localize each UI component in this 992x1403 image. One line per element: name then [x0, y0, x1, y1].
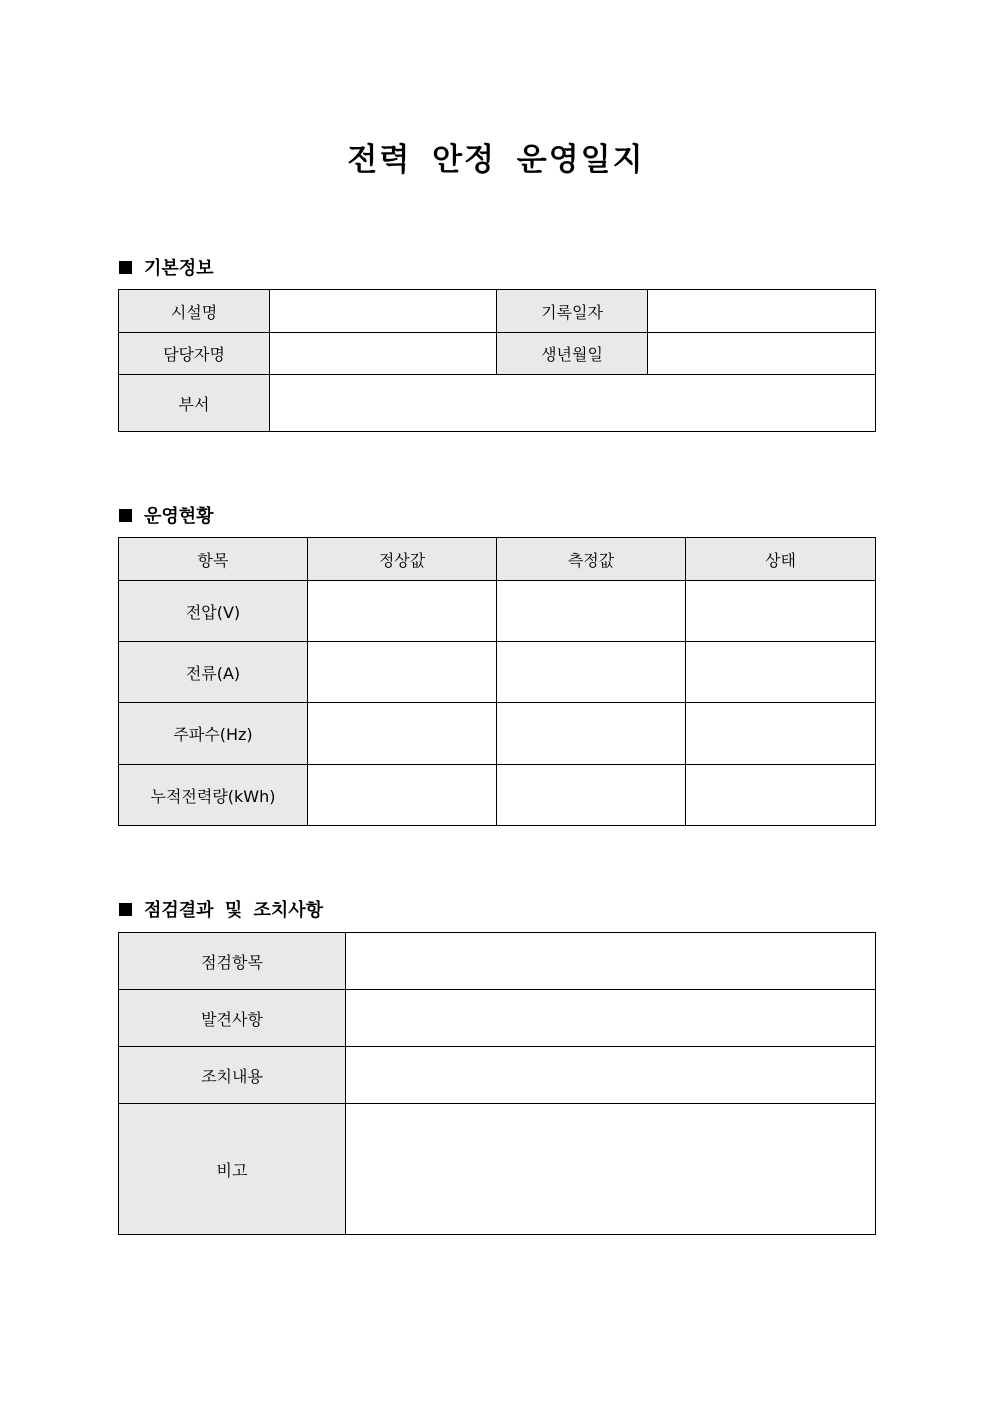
column-header-status: 상태 [686, 538, 876, 581]
column-header-normal-value: 정상값 [308, 538, 497, 581]
facility-name-label: 시설명 [119, 290, 270, 333]
table-row [119, 703, 876, 765]
remarks-label: 비고 [119, 1104, 346, 1235]
square-bullet-icon [119, 509, 132, 522]
department-label: 부서 [119, 375, 270, 432]
inspection-table [118, 932, 876, 1235]
square-bullet-icon [119, 261, 132, 274]
birthdate-label: 생년월일 [497, 333, 648, 375]
table-row [119, 581, 876, 642]
column-header-measured-value: 측정값 [497, 538, 686, 581]
facility-name-field[interactable] [270, 290, 497, 333]
findings-label: 발견사항 [119, 990, 346, 1047]
department-field[interactable] [270, 375, 876, 432]
basic-info-heading [119, 254, 214, 280]
manager-name-label: 담당자명 [119, 333, 270, 375]
energy-normal-cell[interactable] [308, 765, 497, 826]
inspection-items-label: 점검항목 [119, 933, 346, 990]
voltage-measured-cell[interactable] [497, 581, 686, 642]
energy-status-cell[interactable] [686, 765, 876, 826]
energy-measured-cell[interactable] [497, 765, 686, 826]
current-normal-cell[interactable] [308, 642, 497, 703]
row-label-frequency: 주파수(Hz) [119, 703, 308, 765]
row-label-voltage: 전압(V) [119, 581, 308, 642]
operation-status-heading [119, 502, 214, 528]
inspection-items-field[interactable] [346, 933, 876, 990]
voltage-normal-cell[interactable] [308, 581, 497, 642]
document-title: 전력 안정 운영일지 [347, 142, 645, 178]
action-taken-field[interactable] [346, 1047, 876, 1104]
basic-info-heading-text: 기본정보 [144, 258, 214, 279]
frequency-status-cell[interactable] [686, 703, 876, 765]
operation-status-heading-text: 운영현황 [144, 506, 214, 527]
voltage-status-cell[interactable] [686, 581, 876, 642]
row-label-cumulative-energy: 누적전력량(kWh) [119, 765, 308, 826]
basic-info-table [118, 289, 876, 432]
findings-field[interactable] [346, 990, 876, 1047]
column-header-item: 항목 [119, 538, 308, 581]
manager-name-field[interactable] [270, 333, 497, 375]
current-status-cell[interactable] [686, 642, 876, 703]
square-bullet-icon [119, 903, 132, 916]
frequency-normal-cell[interactable] [308, 703, 497, 765]
inspection-heading [119, 896, 323, 922]
frequency-measured-cell[interactable] [497, 703, 686, 765]
table-row [119, 642, 876, 703]
record-date-label: 기록일자 [497, 290, 648, 333]
current-measured-cell[interactable] [497, 642, 686, 703]
table-row [119, 765, 876, 826]
record-date-field[interactable] [648, 290, 876, 333]
row-label-current: 전류(A) [119, 642, 308, 703]
remarks-field[interactable] [346, 1104, 876, 1235]
operation-status-table [118, 537, 876, 826]
inspection-heading-text: 점검결과 및 조치사항 [144, 900, 324, 921]
birthdate-field[interactable] [648, 333, 876, 375]
action-taken-label: 조치내용 [119, 1047, 346, 1104]
